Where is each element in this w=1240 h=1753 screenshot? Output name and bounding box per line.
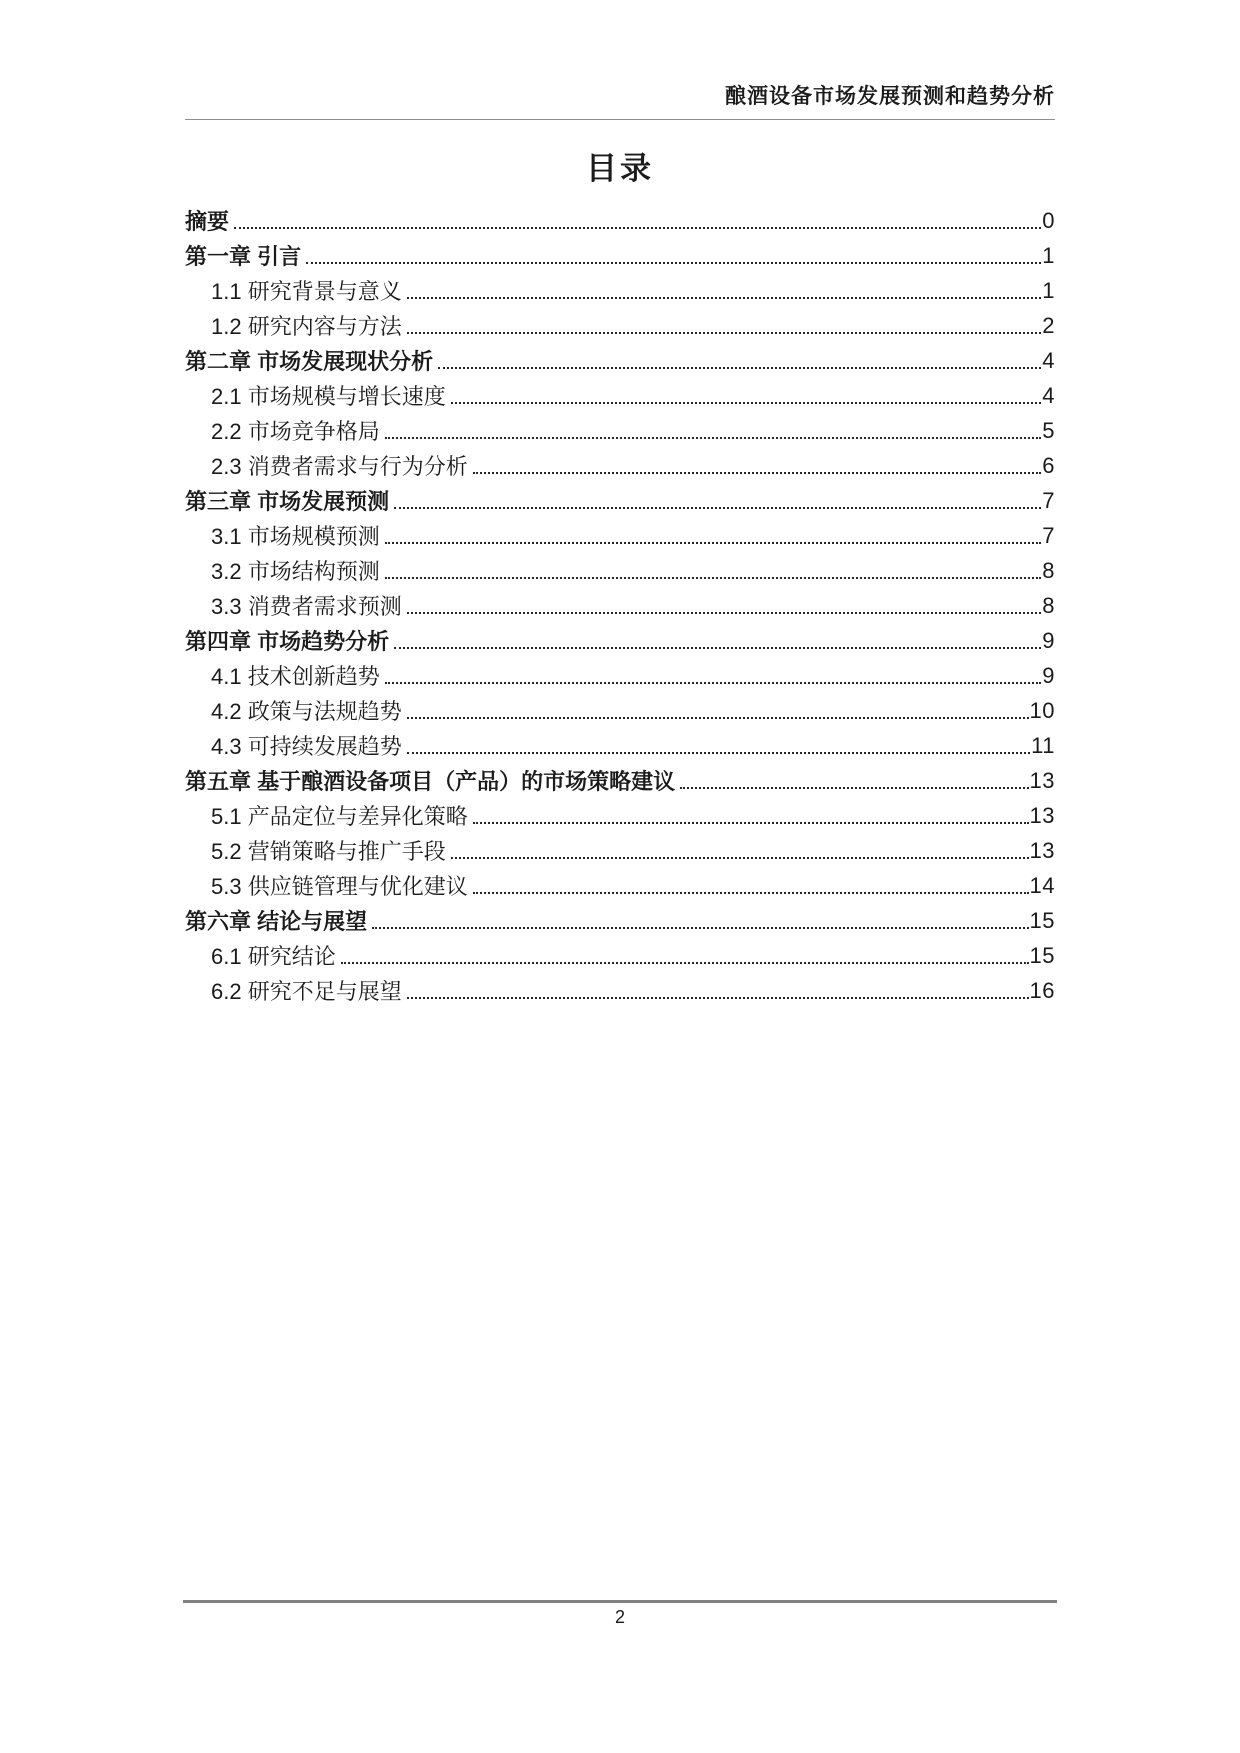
toc-entry-label: 2.1 市场规模与增长速度 bbox=[211, 384, 446, 409]
toc-entry bbox=[185, 343, 1055, 378]
toc-leader-dots bbox=[385, 682, 1042, 684]
toc-entry bbox=[185, 273, 1055, 308]
toc-entry bbox=[185, 763, 1055, 798]
toc-entry bbox=[185, 693, 1055, 728]
toc-entry bbox=[185, 518, 1055, 553]
toc-leader-dots bbox=[394, 507, 1041, 509]
toc-page-number: 4 bbox=[1042, 347, 1055, 373]
toc-leader-dots bbox=[473, 822, 1029, 824]
toc-entry bbox=[185, 798, 1055, 833]
toc-entry-label: 6.1 研究结论 bbox=[211, 944, 336, 969]
toc-entry bbox=[185, 238, 1055, 273]
toc-entry bbox=[185, 903, 1055, 938]
toc-page-number: 0 bbox=[1042, 207, 1055, 233]
toc-page-number: 5 bbox=[1042, 417, 1055, 443]
toc-leader-dots bbox=[438, 367, 1041, 369]
toc-page-number: 13 bbox=[1029, 802, 1055, 828]
toc-entry-label: 第六章 结论与展望 bbox=[185, 909, 368, 934]
toc-page-number: 9 bbox=[1042, 627, 1055, 653]
toc-leader-dots bbox=[407, 332, 1042, 334]
toc-entry-label: 5.2 营销策略与推广手段 bbox=[211, 839, 446, 864]
toc-list bbox=[185, 203, 1055, 1008]
toc-page-number: 8 bbox=[1042, 592, 1055, 618]
toc-entry-label: 第四章 市场趋势分析 bbox=[185, 629, 390, 654]
toc-page-number: 13 bbox=[1029, 767, 1055, 793]
toc-page-number: 7 bbox=[1042, 487, 1055, 513]
toc-page-number: 14 bbox=[1029, 872, 1055, 898]
toc-leader-dots bbox=[407, 297, 1042, 299]
toc-entry bbox=[185, 413, 1055, 448]
toc-leader-dots bbox=[407, 717, 1029, 719]
toc-leader-dots bbox=[372, 927, 1028, 929]
toc-entry-label: 第一章 引言 bbox=[185, 244, 302, 269]
toc-entry bbox=[185, 588, 1055, 623]
toc-entry bbox=[185, 728, 1055, 763]
toc-entry-label: 2.2 市场竞争格局 bbox=[211, 419, 380, 444]
toc-entry bbox=[185, 973, 1055, 1008]
toc-page-number: 6 bbox=[1042, 452, 1055, 478]
toc-leader-dots bbox=[407, 997, 1029, 999]
toc-leader-dots bbox=[385, 437, 1042, 439]
toc-entry-label: 4.3 可持续发展趋势 bbox=[211, 734, 402, 759]
toc-entry bbox=[185, 833, 1055, 868]
toc-page-number: 8 bbox=[1042, 557, 1055, 583]
toc-page-number: 15 bbox=[1029, 942, 1055, 968]
header-rule bbox=[185, 119, 1055, 120]
toc-entry-label: 第五章 基于酿酒设备项目（产品）的市场策略建议 bbox=[185, 769, 676, 794]
toc-entry-label: 1.2 研究内容与方法 bbox=[211, 314, 402, 339]
toc-entry bbox=[185, 938, 1055, 973]
toc-page-number: 9 bbox=[1042, 662, 1055, 688]
toc-leader-dots bbox=[473, 472, 1042, 474]
toc-entry bbox=[185, 658, 1055, 693]
toc-entry-label: 4.2 政策与法规趋势 bbox=[211, 699, 402, 724]
toc-entry-label: 3.2 市场结构预测 bbox=[211, 559, 380, 584]
toc-page-number: 11 bbox=[1031, 732, 1055, 758]
toc-entry bbox=[185, 553, 1055, 588]
toc-entry bbox=[185, 203, 1055, 238]
toc-entry bbox=[185, 483, 1055, 518]
toc-page-number: 16 bbox=[1029, 977, 1055, 1003]
toc-entry-label: 5.3 供应链管理与优化建议 bbox=[211, 874, 468, 899]
toc-leader-dots bbox=[407, 612, 1042, 614]
toc-entry-label: 5.1 产品定位与差异化策略 bbox=[211, 804, 468, 829]
header-title: 酿酒设备市场发展预测和趋势分析 bbox=[725, 85, 1055, 108]
toc-entry-label: 1.1 研究背景与意义 bbox=[211, 279, 402, 304]
toc-leader-dots bbox=[407, 752, 1030, 754]
toc-entry-label: 3.1 市场规模预测 bbox=[211, 524, 380, 549]
toc-entry bbox=[185, 448, 1055, 483]
toc-leader-dots bbox=[385, 542, 1042, 544]
toc-leader-dots bbox=[473, 892, 1029, 894]
toc-entry bbox=[185, 623, 1055, 658]
toc-entry bbox=[185, 868, 1055, 903]
toc-leader-dots bbox=[341, 962, 1029, 964]
toc-entry bbox=[185, 308, 1055, 343]
toc-entry-label: 6.2 研究不足与展望 bbox=[211, 979, 402, 1004]
toc-leader-dots bbox=[306, 262, 1041, 264]
toc-entry-label: 3.3 消费者需求预测 bbox=[211, 594, 402, 619]
toc-entry-label: 第二章 市场发展现状分析 bbox=[185, 349, 434, 374]
toc-leader-dots bbox=[394, 647, 1041, 649]
toc-page-number: 10 bbox=[1029, 697, 1055, 723]
toc-page-number: 2 bbox=[1042, 312, 1055, 338]
toc-leader-dots bbox=[451, 402, 1042, 404]
toc-leader-dots bbox=[451, 857, 1029, 859]
toc-page-number: 1 bbox=[1042, 242, 1055, 268]
toc-entry-label: 4.1 技术创新趋势 bbox=[211, 664, 380, 689]
footer-page-number: 2 bbox=[614, 1607, 625, 1627]
toc-page-number: 13 bbox=[1029, 837, 1055, 863]
toc-entry-label: 第三章 市场发展预测 bbox=[185, 489, 390, 514]
toc-leader-dots bbox=[234, 227, 1041, 229]
toc-page-number: 1 bbox=[1042, 277, 1055, 303]
toc-page-number: 4 bbox=[1042, 382, 1055, 408]
toc-leader-dots bbox=[680, 787, 1028, 789]
toc-entry bbox=[185, 378, 1055, 413]
toc-leader-dots bbox=[385, 577, 1042, 579]
toc-entry-label: 2.3 消费者需求与行为分析 bbox=[211, 454, 468, 479]
toc-page-number: 7 bbox=[1042, 522, 1055, 548]
footer-rule bbox=[183, 1600, 1057, 1603]
toc-entry-label: 摘要 bbox=[185, 209, 230, 234]
toc-page-number: 15 bbox=[1029, 907, 1055, 933]
toc-title: 目录 bbox=[586, 151, 654, 186]
